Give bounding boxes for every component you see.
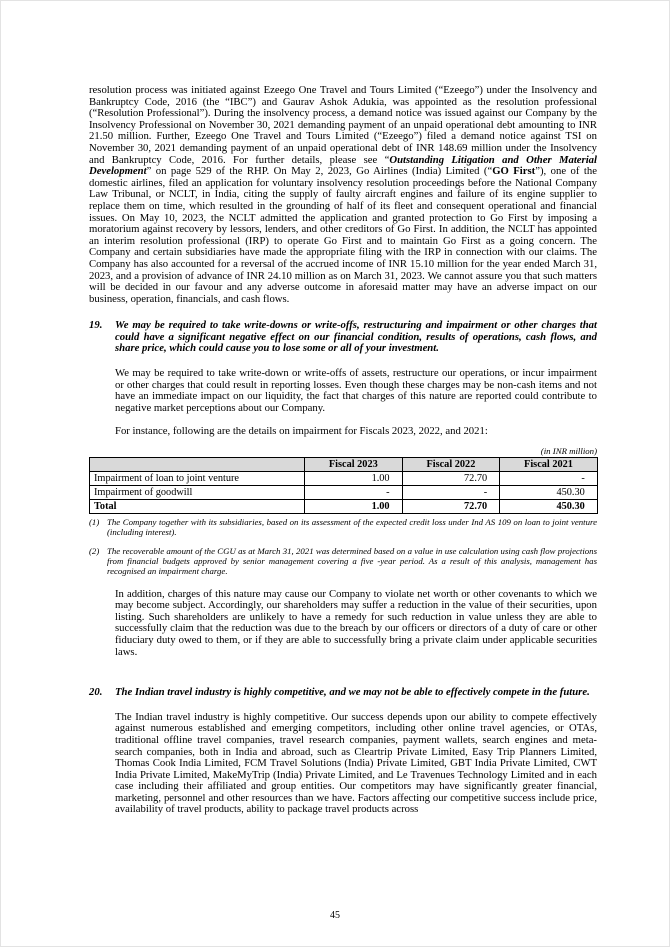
footnote-1-marker: (1) xyxy=(89,517,100,528)
risk-item-19-number: 19. xyxy=(89,319,103,332)
cell-fiscal-2023: 1.00 xyxy=(305,472,403,486)
impairment-table xyxy=(89,457,598,514)
row-label: Impairment of loan to joint venture xyxy=(90,472,305,486)
cell-fiscal-2022: 72.70 xyxy=(402,472,500,486)
risk-item-20-number: 20. xyxy=(89,686,103,699)
impairment-table-header-row xyxy=(90,458,598,472)
page-content xyxy=(89,85,597,816)
page-number: 45 xyxy=(330,910,340,921)
for-instance-paragraph: For instance, following are the details on impairment for Fiscals 2023, 2022, and 2021: xyxy=(115,425,488,438)
table-row-goodwill xyxy=(90,486,598,500)
risk-item-20 xyxy=(89,687,597,816)
cell-fiscal-2021: 450.30 xyxy=(500,486,598,500)
cell-fiscal-2022: - xyxy=(402,486,500,500)
table-unit-note: (in INR million) xyxy=(540,446,597,457)
risk-item-19 xyxy=(89,320,597,673)
footnote-1 xyxy=(89,518,597,538)
row-label: Impairment of goodwill xyxy=(90,486,305,500)
header-cell-blank xyxy=(90,458,305,472)
table-footnotes xyxy=(89,518,597,577)
competition-paragraph: The Indian travel industry is highly competitive. Our success depends upon our ability to compete effectively against numerous established and emerging competitors, including other online travel agencies, or OTAs, traditional offline travel companies, travel research companies, payment wallets, search engines and meta-search companies, both in India and abroad, such as Cleartrip Private Limited, Easy Trip Planners Limited, Thomas Cook India Limited, FCM Travel Solutions (India) Private Limited, GBT India Private Limited, CWT India Private Limited, MakeMyTrip (India) Private Limited, and Le Travenues Technology Limited and in each case including their affiliated and group entities. Our competitors may have significantly greater financial, marketing, personnel and other resources than we have. Factors affecting our competitive success include price, availability of travel products, ability to package travel products across xyxy=(115,710,597,816)
cell-fiscal-2022: 72.70 xyxy=(402,500,500,514)
footnote-2 xyxy=(89,547,597,577)
footnote-2-marker: (2) xyxy=(89,545,100,556)
writeoffs-paragraph: We may be required to take write-down or write-offs of assets, restructure our operations, or incur impairment or other charges that could result in reporting losses. Even though these charges may be non-cash items and not have an immediate impact on our liquidity, the fact that charges of this nature are reported could contribute to negative market perceptions about our Company. xyxy=(115,367,597,414)
header-cell-fiscal-2021: Fiscal 2021 xyxy=(500,458,598,472)
footnote-2-text: The recoverable amount of the CGU as at March 31, 2021 was determined based on a value in use calculation using cash flow projections from financial budgets approved by senior management covering a five -year period. As a result of this analysis, management has recognised an impairment charge. xyxy=(107,545,597,576)
risk-item-20-body xyxy=(115,687,597,816)
cell-fiscal-2021: - xyxy=(500,472,598,486)
cell-fiscal-2023: 1.00 xyxy=(305,500,403,514)
cell-fiscal-2023: - xyxy=(305,486,403,500)
row-label: Total xyxy=(90,500,305,514)
table-row-loan-to-jv xyxy=(90,472,598,486)
intro-paragraph: resolution process was initiated against Ezeego One Travel and Tours Limited (“Ezeego”) under the Insolvency and Bankruptcy Code, 2016 (the “IBC”) and Gaurav Ashok Adukia, was appointed as the resolution professional (“Resolution Professional”). During the insolvency process, a demand notice was issued against our Company by the Insolvency Professional on November 30, 2021 demanding payment of an unpaid operational debt amounting to INR 21.50 million. Further, Ezeego One Travel and Tours Limited (“Ezeego”) filed a demand notice against TSI on November 30, 2021 demanding payment of an unpaid operational debt of INR 148.69 million under the Insolvency and Bankruptcy Code, 2016. For further details, please see “Outstanding Litigation and Other Material Development” on page 529 of the RHP. On May 2, 2023, Go Airlines (India) Limited (“GO First”), one of the domestic airlines, filed an application for voluntary insolvency resolution proceedings before the National Company Law Tribunal, or NCLT, in India, citing the supply of faulty aircraft engines and failure of its engine supplier to replace them on time, which resulted in the grounding of half of its fleet and consequent operational and financial issues. On May 10, 2023, the NCLT admitted the application and granted protection to Go First by imposing a moratorium against recovery by lessors, lenders, and other creditors of Go First. In addition, the NCLT has appointed an interim resolution professional (IRP) to operate Go First and to maintain Go First as a going concern. The Company and certain subsidiaries have made the appropriate filing with the IRP in connection with our claims. The Company has also accounted for a reversal of the accrued income of INR 15.10 million for the year ended March 31, 2023, and a provision of advance of INR 24.10 million as on March 31, 2023. We cannot assure you that such matters will be decided in our favour and any adverse outcome in aforesaid matter may have an adverse impact on our business, operation, financials, and cash flows. xyxy=(89,84,597,305)
risk-item-19-heading: We may be required to take write-downs or write-offs, restructuring and impairment or other charges that could have a significant negative effect on our financial condition, results of operations, cash flows, and share price, which could cause you to lose some or all of your investment. xyxy=(115,319,597,355)
footnote-1-text: The Company together with its subsidiaries, based on its assessment of the expected credit loss under Ind AS 109 on loan to joint venture (including interest). xyxy=(107,517,597,537)
header-cell-fiscal-2022: Fiscal 2022 xyxy=(402,458,500,472)
risk-item-20-heading: The Indian travel industry is highly competitive, and we may not be able to effectively compete in the future. xyxy=(115,686,590,699)
table-row-total xyxy=(90,500,598,514)
cell-fiscal-2021: 450.30 xyxy=(500,500,598,514)
covenants-paragraph: In addition, charges of this nature may cause our Company to violate net worth or other covenants to which we may become subject. Accordingly, our shareholders may suffer a reduction in the value of their securities, upon listing. Such shareholders are unlikely to have a remedy for such reduction in value unless they are able to successfully claim that the reduction was due to the breach by our officers or directors of a duty of care or other fiduciary duty owed to them, or if they are able to successfully bring a private claim under applicable securities laws. xyxy=(115,587,597,658)
section-gap xyxy=(89,673,597,687)
header-cell-fiscal-2023: Fiscal 2023 xyxy=(305,458,403,472)
